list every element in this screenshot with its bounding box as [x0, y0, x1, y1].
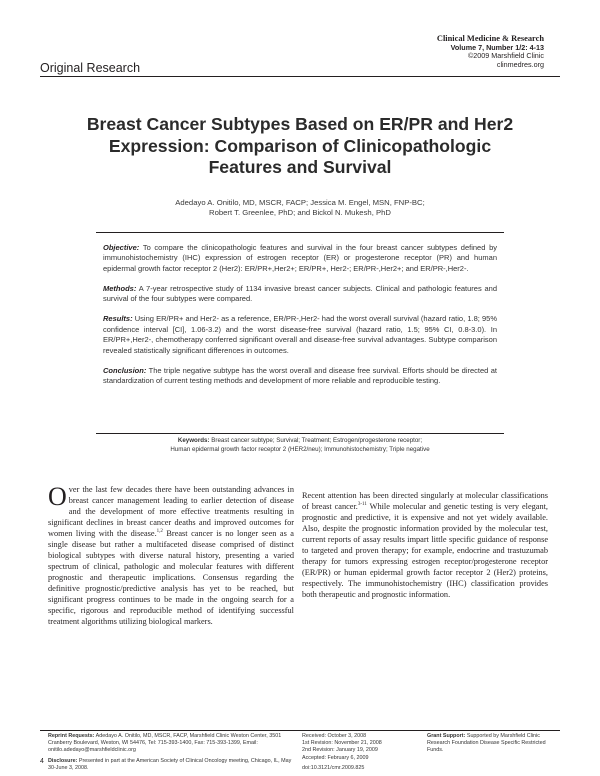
body-text: ver the last few decades there have been outstanding advances in breast cancer management leading to earlier detection of disease and the development of more effective treatments resulting in significant declines in breast cancer deaths and improved outcomes for women living with the disease.: [48, 485, 294, 538]
author-line: Adedayo A. Onitilo, MD, MSCR, FACP; Jessica M. Engel, MSN, FNP-BC;: [175, 198, 425, 207]
conclusion-label: Conclusion:: [103, 365, 147, 375]
abstract-objective: [103, 243, 497, 274]
results-label: Results:: [103, 314, 133, 324]
keywords-label: Keywords:: [177, 437, 210, 444]
abstract: [103, 243, 497, 396]
journal-website: clinmedres.org: [496, 59, 544, 69]
keywords: [96, 436, 504, 454]
grant-text: Supported by Marshfield Clinic Research Foundation Disease Specific Restricted Funds.: [427, 733, 546, 754]
journal-volume: Volume 7, Number 1/2: 4-13: [450, 42, 544, 52]
section-label: Original Research: [40, 61, 141, 75]
journal-copyright: ©2009 Marshfield Clinic: [467, 51, 544, 61]
disclosure-text: Presented in part at the American Society of Clinical Oncology meeting, Chicago, IL, May 30-June 3, 2008.: [48, 757, 292, 771]
doi: doi:10.3121/cmr.2009.825: [302, 764, 365, 771]
body-text: Breast cancer is no longer seen as a single disease but rather a multifaceted disease comprised of distinct biological subtypes with diverse natural history, presenting a varied spectrum of clinical, pathologic and molecular features with different prognostic and therapeutic implications. Consensus regarding the definitive prognostic/predictive analysis has yet to be reached, but significant progress continues to be made in the ongoing search for a specific, rigorous and reproducible method of identifying successful treatment algorithms utilizing biological markers.: [48, 529, 294, 626]
revision2-date: 2nd Revision: January 19, 2009: [302, 747, 378, 754]
body-text: While molecular and genetic testing is very elegant, prognostic and predictive, it is expensive and not yet widely available. Also, despite the prognostic information provided by the molecular test, current reports of assay results impart little specific guidance of response to targeted and proven therapy; for example, endocrine and trastuzumab therapy for tumors expressing estrogen receptor/progesterone receptor (ER/PR) or human epidermal growth factor receptor 2 (Her2) proteins, respectively. The immunohistochemistry (IHC) classification provides both therapeutic and prognostic information.: [302, 502, 548, 599]
footer-divider: [40, 730, 560, 731]
journal-name: Clinical Medicine & Research: [436, 34, 544, 43]
body-column-right: [302, 490, 548, 600]
abstract-methods: [103, 284, 497, 305]
citation: 1,2: [156, 529, 163, 535]
author-list: [100, 198, 500, 218]
objective-label: Objective:: [103, 243, 140, 252]
objective-text: To compare the clinicopathologic features and survival in the four breast cancer subtypes defined by immunohistochemistry (IHC) expression of estrogen receptor (ER) or progesterone receptor (PR) and human epidermal growth factor receptor 2 (Her2): ER/PR+,Her2+; ER/PR+, Her2-; ER/PR-,Her2+; and ER/PR-,Her2-.: [103, 243, 497, 273]
reprint-text: Adedayo A. Onitilo, MD, MSCR, FACP, Marshfield Clinic Weston Center, 3501 Cranberry Boulevard, Weston, WI 54476, Tel: 715-393-1400, Fax: 715-393-1399, Email: onitilo.adedayo@marshfieldclinic.org: [48, 733, 282, 754]
page-number: 4: [40, 758, 44, 765]
disclosure-label: Disclosure:: [48, 757, 78, 764]
keywords-line: Human epidermal growth factor receptor 2 (HER2/neu); Immunohistochemistry; Triple negative: [170, 446, 430, 453]
header-divider: [40, 76, 560, 77]
abstract-top-divider: [96, 232, 504, 233]
received-date: Received: October 3, 2008: [302, 733, 367, 739]
title-line: Features and Survival: [208, 157, 392, 177]
keywords-divider: [96, 433, 504, 434]
methods-label: Methods:: [103, 283, 137, 293]
abstract-conclusion: [103, 366, 497, 387]
journal-header: [437, 35, 544, 69]
methods-text: A 7-year retrospective study of 1134 invasive breast cancer subjects. Clinical and pathologic features and survival of the four subtypes were compared.: [103, 283, 498, 304]
body-column-left: [48, 484, 294, 627]
footnote-reprint: [48, 733, 292, 772]
footnote-grant: [427, 733, 555, 755]
author-line: Robert T. Greenlee, PhD; and Bickol N. Mukesh, PhD: [209, 208, 391, 218]
keywords-line: [96, 436, 504, 445]
reprint-label: Reprint Requests:: [48, 733, 95, 739]
citation: 3-11: [357, 502, 367, 508]
keywords-text: Breast cancer subtype; Survival; Treatment; Estrogen/progesterone receptor;: [211, 437, 423, 444]
reprint-requests: [48, 733, 292, 755]
abstract-results: [103, 314, 497, 356]
footnote-dates: [302, 733, 414, 772]
grant-label: Grant Support:: [427, 733, 466, 739]
disclosure: [48, 758, 292, 772]
title-line: Expression: Comparison of Clinicopathologic: [108, 135, 492, 156]
results-text: Using ER/PR+ and Her2- as a reference, ER/PR-,Her2- had the worst overall survival (hazard ratio, 1.8; 95% confidence interval [CI], 1.06-3.2) and the worst disease-free survival (hazard ratio, 1.5; 95% CI, 0.8-3.0). In ER/PR+,Her2-, chemotherapy conferred significant overall and disease-free survival advantages. Subtype comparison revealed statistically significant differences in outcomes.: [103, 314, 497, 355]
body-text: Recent attention has been directed singularly at molecular classifications of breast cancer.: [302, 491, 548, 511]
drop-cap: O: [48, 482, 67, 511]
revision1-date: 1st Revision: November 21, 2008: [302, 740, 382, 747]
accepted-date: Accepted: February 6, 2009: [302, 754, 369, 761]
title-line: Breast Cancer Subtypes Based on ER/PR and Her2: [86, 114, 514, 134]
article-title: [58, 114, 542, 179]
conclusion-text: The triple negative subtype has the worst overall and disease free survival. Efforts should be directed at standardization of current testing methods and development of more reliable and reproducible testing.: [103, 365, 497, 386]
